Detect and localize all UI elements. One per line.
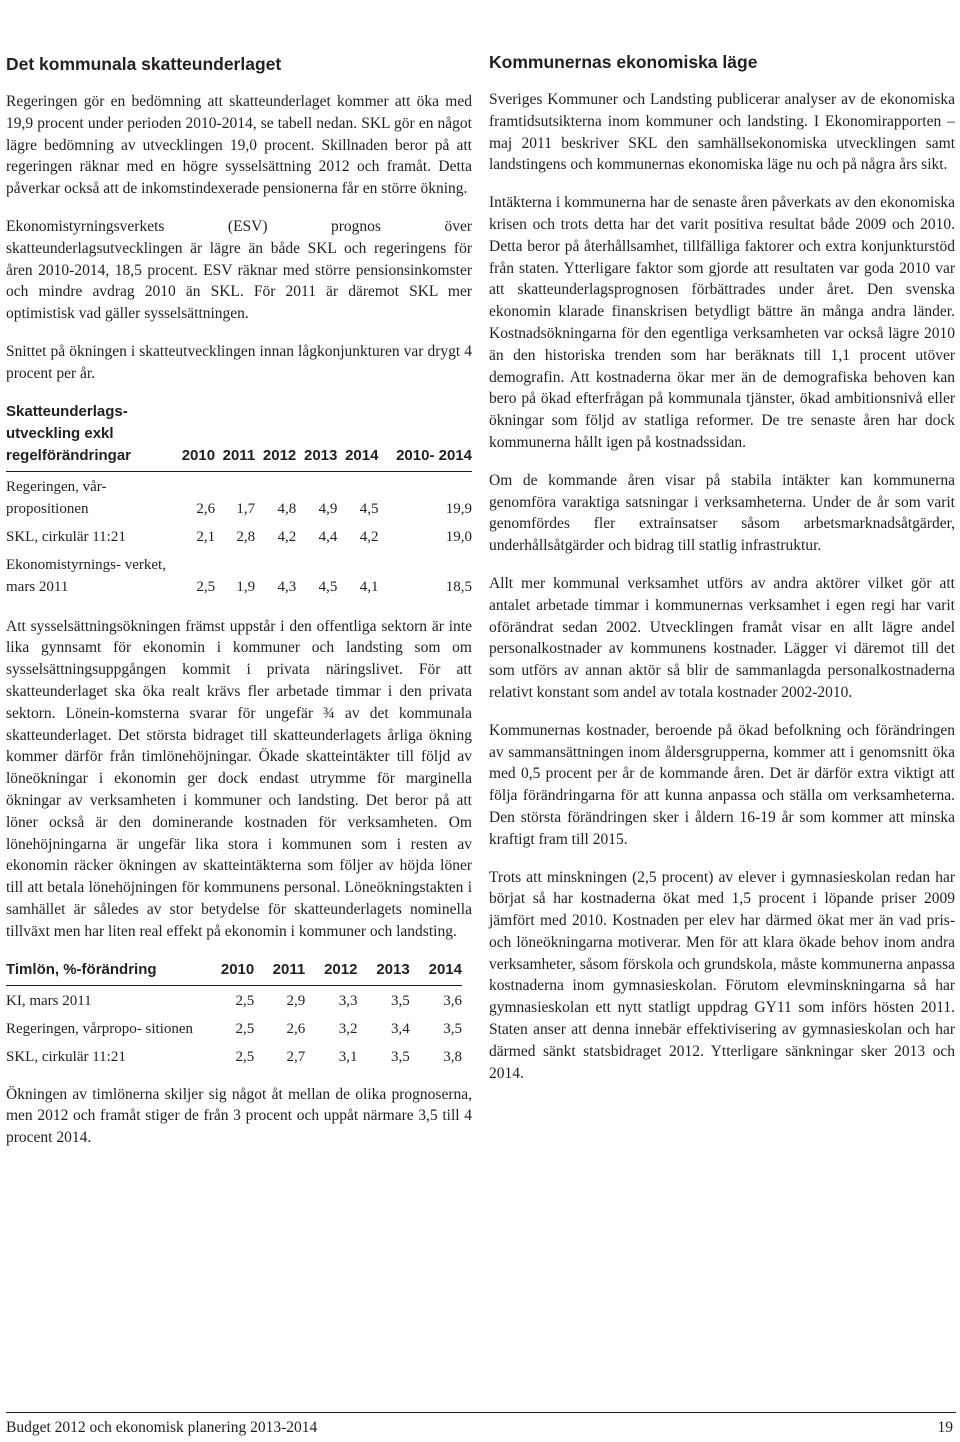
column-header: 2014 (337, 401, 378, 472)
row-label: Ekonomistyrnings- verket, mars 2011 (6, 556, 166, 595)
table-row (6, 985, 462, 1014)
column-header: Timlön, %-förändring (6, 959, 202, 986)
table-cell: 3,5 (390, 1048, 410, 1065)
column-header: 2013 (357, 959, 409, 986)
paragraph: Om de kommande åren visar på stabila intäkter kan kommunerna genomföra varaktiga satsningar i verksamheterna. Under de år som varit genomfördes fler extrainsatser såsom arbetsmarknadsåtgärder, underhållsåtgärder och bidrag till statlig infrastruktur. (489, 471, 955, 555)
table-cell: 4,5 (318, 578, 338, 595)
paragraph: Intäkterna i kommunerna har de senaste åren påverkats av den ekonomiska krisen och trots detta har det varit positiva resultat både 2009 och 2010. Detta beror på återhållsamhet, tillfälliga faktorer och extra konjunkturstöd från staten. Ytterligare faktor som gjorde att resultaten var goda 2010 var att skatteunderlagsprognosen förbättrades under året. Den svenska ekonomin klarade finanskrisen betydligt bättre än många andra länder. Kostnadsökningarna för den egentliga verksamheten var också lägre 2010 än den historiska trenden som har beräknats till 1,1 procent utöver demografin. Att kostnaderna ökar mer än de demografiska behoven kan bero på ökad efterfrågan på kommunala tjänster, ökad ambitionsnivå eller ökningar som följd av statliga reformer. De tre senaste åren har dock kommunerna hållt igen på kostnadssidan. (489, 194, 955, 451)
table-cell: 2,7 (286, 1048, 306, 1065)
column-header: 2010 (174, 401, 215, 472)
column-header: 2010 (202, 959, 254, 986)
table-cell: 3,1 (338, 1048, 358, 1065)
table-row (6, 550, 472, 600)
section-heading: Kommunernas ekonomiska läge (489, 52, 758, 72)
table-cell: 2,9 (286, 992, 306, 1009)
table-cell: 2,1 (196, 528, 216, 545)
column-header: 2012 (255, 401, 296, 472)
page-number: 19 (937, 1419, 953, 1436)
paragraph: Att sysselsättningsökningen främst uppstår i den offentliga sektorn är inte lika gynnsamt för ekonomin i kommuner och landsting som om sysselsättningsuppgången kommit i privata näringslivet. För att skatteunderlaget ska öka realt krävs fler arbetade timmar i den privata sektorn. Lönein-komsterna svarar för ungefär ¾ av det kommunala skatteunderlaget. Det största bidraget till skatteunderlagets årliga ökning kommer därför från timlönehöjningar. Ökade skatteintäkter till följd av löneökningar i ekonomin ger dock endast utrymme för marginella ökningar av verksamheten i kommuner och landsting. Det beror på att löner också är den dominerande kostnaden för verksamheten. Om lönehöjningarna är ungefär lika stora i kommunen som i resten av ekonomin räcker ökningen av skatteintäkterna som följer av höjda löner till att betala lönehöjningen för kommunens personal. Löneökningstakten i samhället är således av stor betydelse för skatteunderlagets nominella tillväxt men har liten real effekt på ekonomin i kommuner och landsting. (6, 617, 472, 940)
table-cell: 1,7 (236, 500, 256, 517)
table-cell: 3,4 (390, 1020, 410, 1037)
column-header: 2013 (296, 401, 337, 472)
paragraph: Snittet på ökningen i skatteutvecklingen innan lågkonjunkturen var drygt 4 procent per år. (6, 342, 472, 382)
column-header: 2014 (410, 959, 462, 986)
paragraph: Kommunernas kostnader, beroende på ökad befolkning och förändringen av sammansättningen inom åldersgrupperna, kommer att i genomsnitt öka med 0,5 procent per år de kommande åren. Det är därför extra viktigt att följa förändringarna för att kunna anpassa och ställa om verksamheterna. Den största förändringen sker i åldern 16-19 år som kommer att minska kraftigt fram till 2015. (489, 721, 955, 848)
table-cell: 2,6 (286, 1020, 306, 1037)
table-cell: 2,6 (196, 500, 216, 517)
paragraph: Ekonomistyrningsverkets (ESV) prognos över skatteunderlagsutvecklingen är lägre än både SKL och regeringens för åren 2010-2014, 18,5 procent. ESV räknar med större pensionsinkomster och mindre avdrag 2010 än SKL. För 2011 är däremot SKL mer optimistisk vad gäller sysselsättningen. (6, 217, 472, 323)
paragraph: Regeringen gör en bedömning att skatteunderlaget kommer att öka med 19,9 procent under perioden 2010-2014, se tabell nedan. SKL gör en något lägre bedömning av utvecklingen 19,0 procent. Skillnaden beror på att regeringen räknar med en högre sysselsättning 2012 och framåt. Detta påverkar också att de inkomstindexerade pensionerna får en större ökning. (6, 93, 472, 198)
column-header: 2011 (215, 401, 255, 472)
left-column (6, 50, 472, 1165)
footer-divider (6, 1412, 956, 1413)
hourly-wage-table (6, 959, 462, 1070)
table-cell: 3,5 (390, 992, 410, 1009)
paragraph: Sveriges Kommuner och Landsting publicerar analyser av de ekonomiska framtidsutsikterna inom kommuner och landsting. I Ekonomirapporten – maj 2011 beskriver SKL den samhällsekonomiska utvecklingen samt landstingens och kommunernas ekonomiska läge nu och på några års sikt. (489, 91, 955, 174)
row-label: Regeringen, vårpropo- sitionen (6, 1020, 194, 1037)
table-cell: 1,9 (236, 578, 256, 595)
paragraph: Trots att minskningen (2,5 procent) av elever i gymnasieskolan redan har börjat så har kostnaderna ökat med 1,5 procent i löpande priser 2009 jämfört med 2010. Kostnaden per elev har därmed ökat mer än vad pris- och löneökningarna motiverar. Men för att klara ökade behov inom andra verksamheter, såsom förskola och grundskola, måste kommunerna anpassa kostnaderna inom gymnasieskolan. Förutom elevminskningarna så har gymnasieskolan ett nytt statligt uppdrag GY11 som införs hösten 2011. Staten anser att denna innebär effektivisering av gymnasieskolan och har därmed sänkt statsbidraget 2012. Ytterligare sänkningar sker 2013 och 2014. (489, 868, 955, 1082)
table-cell: 4,8 (277, 500, 297, 517)
table-row (6, 1014, 462, 1042)
table-cell: 4,9 (318, 500, 338, 517)
table-cell: 3,6 (443, 992, 462, 1009)
paragraph: Allt mer kommunal verksamhet utförs av andra aktörer vilket gör att antalet arbetade timmar i kommunernas verksamhet i egen regi har varit oförändrat sedan 2002. Utvecklingen framåt visar en allt lägre andel personalkostnader av kommunens kostnader. Lägger vi däremot till det som utförs av annan aktör så blir de sammanlagda personalkostnaderna relativt konstant som andel av totala kostnader 2002-2010. (489, 574, 955, 701)
row-label: SKL, cirkulär 11:21 (6, 1048, 126, 1065)
table-cell: 2,5 (235, 1048, 255, 1065)
footer-title: Budget 2012 och ekonomisk planering 2013-2014 (6, 1419, 318, 1436)
table-cell: 2,5 (235, 992, 255, 1009)
row-label: Regeringen, vår- propositionen (6, 478, 107, 517)
table-cell: 3,5 (443, 1020, 462, 1037)
table-cell: 4,3 (277, 578, 297, 595)
table-cell: 2,5 (235, 1020, 255, 1037)
tax-base-table (6, 401, 472, 600)
table-cell: 18,5 (445, 578, 472, 595)
table-cell: 4,2 (359, 528, 379, 545)
table-cell: 4,1 (359, 578, 379, 595)
table-header-row (6, 959, 462, 986)
row-label: KI, mars 2011 (6, 992, 92, 1009)
row-label: SKL, cirkulär 11:21 (6, 528, 126, 545)
table-cell: 4,5 (359, 500, 379, 517)
table-header-row (6, 401, 472, 472)
table-row (6, 1042, 462, 1070)
table-row (6, 522, 472, 550)
table-cell: 3,8 (443, 1048, 462, 1065)
section-heading: Det kommunala skatteunderlaget (6, 54, 282, 74)
table-cell: 3,3 (338, 992, 358, 1009)
right-column (489, 50, 955, 1100)
column-header: 2011 (254, 959, 305, 986)
column-header: 2012 (305, 959, 357, 986)
paragraph: Ökningen av timlönerna skiljer sig något åt mellan de olika prognoserna, men 2012 och framåt stiger de från 3 procent och uppåt närmare 3,5 till 4 procent 2014. (6, 1085, 472, 1147)
column-header: Skatteunderlags- utveckling exkl regelförändringar (6, 401, 174, 472)
table-cell: 19,0 (445, 528, 472, 545)
column-header: 2010- 2014 (378, 401, 472, 472)
table-cell: 4,4 (318, 528, 338, 545)
table-cell: 2,5 (196, 578, 216, 595)
table-cell: 19,9 (445, 500, 472, 517)
table-cell: 2,8 (236, 528, 256, 545)
table-cell: 3,2 (338, 1020, 358, 1037)
table-row (6, 471, 472, 522)
table-cell: 4,2 (277, 528, 297, 545)
